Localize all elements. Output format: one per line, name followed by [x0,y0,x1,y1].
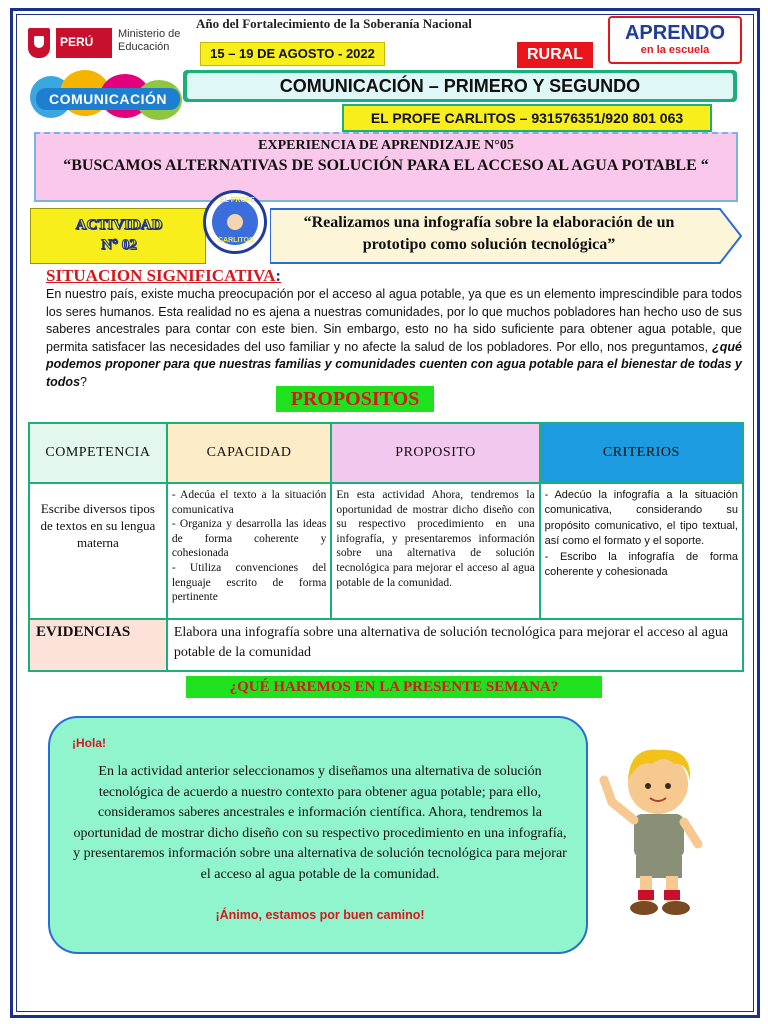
date-range: 15 – 19 DE AGOSTO - 2022 [200,42,385,66]
situation-text: En nuestro país, existe mucha preocupación por el acceso al agua potable, ya que es un elemento imprescindible para todos los seres humanos. Esta realidad no es ajena a nuestras comunidades, por lo que muchos pobladores han hecho uso de sus saberes ancestrales para contar con este bien. Sin embargo, esto no ha sido suficiente para obtener agua potable, que permita satisfacer las necesidades del uso familiar y no afecte la salud de los pobladores. Por ello, nos preguntamos, [46,287,742,354]
experience-box [34,132,738,202]
situation-question: ¿qué podemos proponer para que nuestras familias y comunidades cuenten con agua potable para el bienestar de todas y todos [46,339,742,389]
purposes-heading: PROPOSITOS [276,386,434,412]
cell-capacidad: - Adecúa el texto a la situación comunicativa - Organiza y desarrolla las ideas de forma coherente y cohesionada - Utiliza convenciones del lenguaje escrito de forma pertinente [167,483,332,619]
header-proposito: PROPOSITO [331,423,539,483]
area-banner [183,70,737,102]
week-heading: ¿QUÉ HAREMOS EN LA PRESENTE SEMANA? [186,676,602,698]
experience-number: EXPERIENCIA DE APRENDIZAJE N°05 [258,138,514,153]
header-criterios: CRITERIOS [540,423,743,483]
situation-body [46,286,742,392]
evidence-row [29,619,743,671]
seal-text-top: EL PROFE [220,197,255,204]
header-capacidad: CAPACIDAD [167,423,332,483]
activity-label [61,215,177,255]
cheer-text: ¡Ánimo, estamos por buen camino! [215,908,425,922]
activity-label-line1: ACTIVIDAD [75,217,163,233]
greeting-box [48,716,588,954]
ministry-logo [26,24,186,72]
boy-character-illustration [594,740,734,920]
greeting-body: En la actividad anterior seleccionamos y diseñamos una alternativa de solución tecnológica de acuerdo a nuestro contexto para obtener agua potable; para ello, consideramos saberes ancestrales e información científica. Ahora, tendremos la oportunidad de mostrar dicho diseño con su respectivo procedimiento en una infografía, y presentaremos información sobre una alternativa de solución tecnológica para mejorar el acceso al agua potable de la comunidad. [73,764,567,882]
situation-heading-text: SITUACION SIGNIFICATIVA [46,266,276,285]
cell-criterios: - Adecúo la infografía a la situación comunicativa, considerando su propósito comunicativo, el tipo textual, así como el formato y el soporte. - Escribo la infografía de forma coherente y cohesionada [540,483,743,619]
cell-proposito: En esta actividad Ahora, tendremos la oportunidad de mostrar dicho diseño con su respectivo procedimiento en una infografía, y presentaremos información sobre una alternativa de solución tecnológica para mejorar el acceso al agua potable de la comunidad. [331,483,539,619]
evidence-label: EVIDENCIAS [29,619,167,671]
situation-heading-colon: : [275,266,282,285]
aprendo-logo-main: APRENDO [624,22,725,44]
greeting: ¡Hola! [72,736,106,750]
aprendo-logo-sub: en la escuela [640,44,710,56]
coat-of-arms-icon [28,28,50,58]
zone-badge: RURAL [517,42,593,68]
comunicacion-logo [30,70,184,132]
table-row [29,483,743,619]
cell-competencia: Escribe diversos tipos de textos en su lengua materna [29,483,167,619]
activity-label-line2: N° 02 [101,237,137,253]
comunicacion-logo-text: COMUNICACIÓN [36,88,180,110]
activity-title: “Realizamos una infografía sobre la elaboración de un prototipo como solución tecnológica” [303,214,675,253]
seal-text-bottom: CARLITOS [218,237,254,244]
profe-carlitos-seal [203,190,267,254]
activity-label-box [30,208,206,264]
teacher-face-icon [227,214,243,230]
evidence-text: Elabora una infografía sobre una alternativa de solución tecnológica para mejorar el acceso al agua potable de la comunidad [167,619,743,671]
table-header-row [29,423,743,483]
year-motto: Año del Fortalecimiento de la Soberanía Nacional [196,16,472,31]
ministry-country: PERÚ [56,28,112,58]
area-banner-title: COMUNICACIÓN – PRIMERO Y SEGUNDO [187,73,733,99]
aprendo-logo [608,16,742,64]
header-competencia: COMPETENCIA [29,423,167,483]
ministry-name: Ministerio de Educación [118,28,181,53]
experience-title: “BUSCAMOS ALTERNATIVAS DE SOLUCIÓN PARA EL ACCESO AL AGUA POTABLE “ [63,157,709,174]
purposes-table [28,422,744,672]
situation-heading [46,266,281,286]
situation-end: ? [80,374,87,389]
teacher-contact: EL PROFE CARLITOS – 931576351/920 801 063 [342,104,712,132]
